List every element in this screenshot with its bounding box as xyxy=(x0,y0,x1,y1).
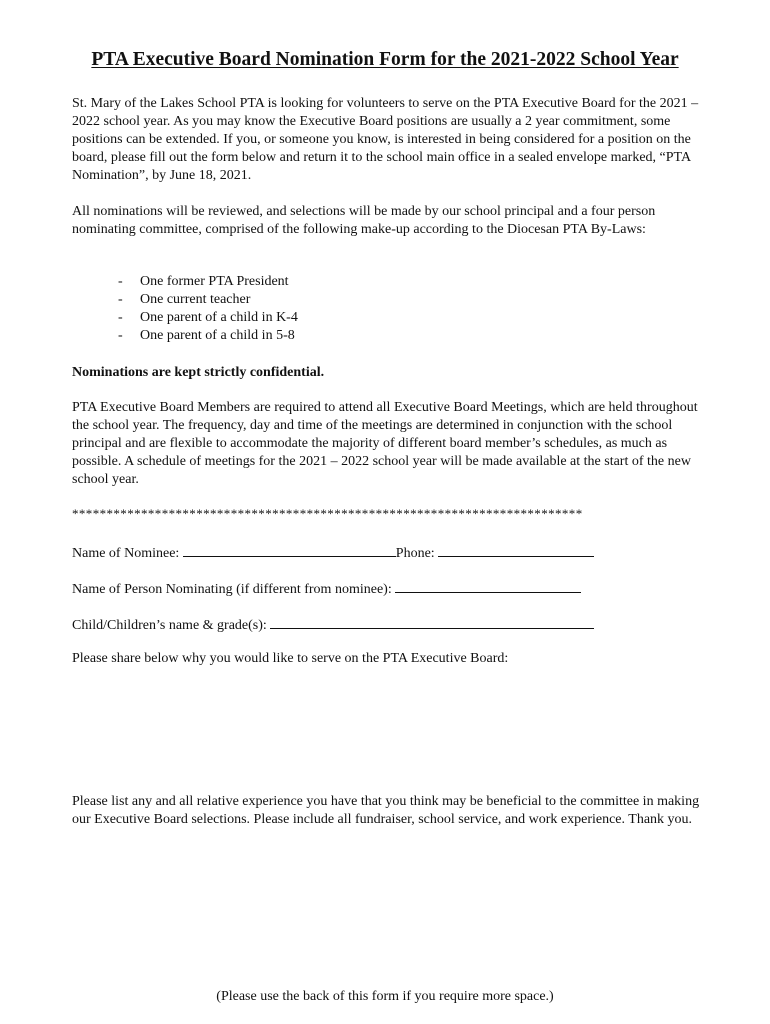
phone-field[interactable] xyxy=(438,542,594,557)
children-row xyxy=(72,614,594,635)
bullet-dash: - xyxy=(118,292,123,307)
nominee-label: Name of Nominee: xyxy=(72,546,180,561)
committee-paragraph: All nominations will be reviewed, and selections will be made by our school principal and a four person nominating committee, comprised of the following make-up according to the Diocesan PTA By-Laws: xyxy=(72,204,656,237)
children-grades-field[interactable] xyxy=(270,614,594,629)
children-label: Child/Children’s name & grade(s): xyxy=(72,618,267,633)
committee-member: One parent of a child in K-4 xyxy=(140,310,298,325)
nominator-label: Name of Person Nominating (if different from nominee): xyxy=(72,582,392,597)
list-item xyxy=(72,327,298,345)
nominator-row xyxy=(72,578,581,599)
committee-member: One parent of a child in 5-8 xyxy=(140,328,295,343)
list-item xyxy=(72,291,298,309)
bullet-dash: - xyxy=(118,310,123,325)
nominee-name-field[interactable] xyxy=(183,542,396,557)
separator-line: ************************************************************************** xyxy=(72,506,583,521)
duties-paragraph: PTA Executive Board Members are required to attend all Executive Board Meetings, which are held throughout the school year. The frequency, day and time of the meetings are determined in conjunction with the school principal and are flexible to accommodate the majority of different board member’s schedules, as much as possible. A schedule of meetings for the 2021 – 2022 school year will be made available at the start of the new school year. xyxy=(72,400,698,487)
phone-label: Phone: xyxy=(395,546,435,561)
bullet-dash: - xyxy=(118,274,123,289)
nominee-row xyxy=(72,542,594,563)
why-serve-prompt: Please share below why you would like to serve on the PTA Executive Board: xyxy=(72,651,509,666)
why-serve-answer-area[interactable] xyxy=(72,672,700,784)
nominator-name-field[interactable] xyxy=(395,578,581,593)
list-item xyxy=(72,273,298,291)
experience-prompt: Please list any and all relative experience you have that you think may be beneficial to the committee in making our Executive Board selections. Please include all fundraiser, school service, and work experience. Thank you. xyxy=(72,794,700,827)
list-item xyxy=(72,309,298,327)
committee-member: One current teacher xyxy=(140,292,251,307)
bullet-dash: - xyxy=(118,328,123,343)
confidential-note: Nominations are kept strictly confidential. xyxy=(72,365,325,380)
intro-paragraph: St. Mary of the Lakes School PTA is looking for volunteers to serve on the PTA Executive Board for the 2021 – 2022 school year. As you may know the Executive Board positions are usually a 2 year commitment, some positions can be extended. If you, or someone you know, is interested in being considered for a position on the board, please fill out the form below and return it to the school main office in a sealed envelope marked, “PTA Nomination”, by June 18, 2021. xyxy=(72,96,699,183)
committee-member-list xyxy=(72,273,298,345)
footer-note: (Please use the back of this form if you require more space.) xyxy=(216,989,554,1004)
committee-member: One former PTA President xyxy=(140,274,289,289)
experience-answer-area[interactable] xyxy=(72,850,700,980)
form-title: PTA Executive Board Nomination Form for the 2021-2022 School Year xyxy=(91,49,679,70)
